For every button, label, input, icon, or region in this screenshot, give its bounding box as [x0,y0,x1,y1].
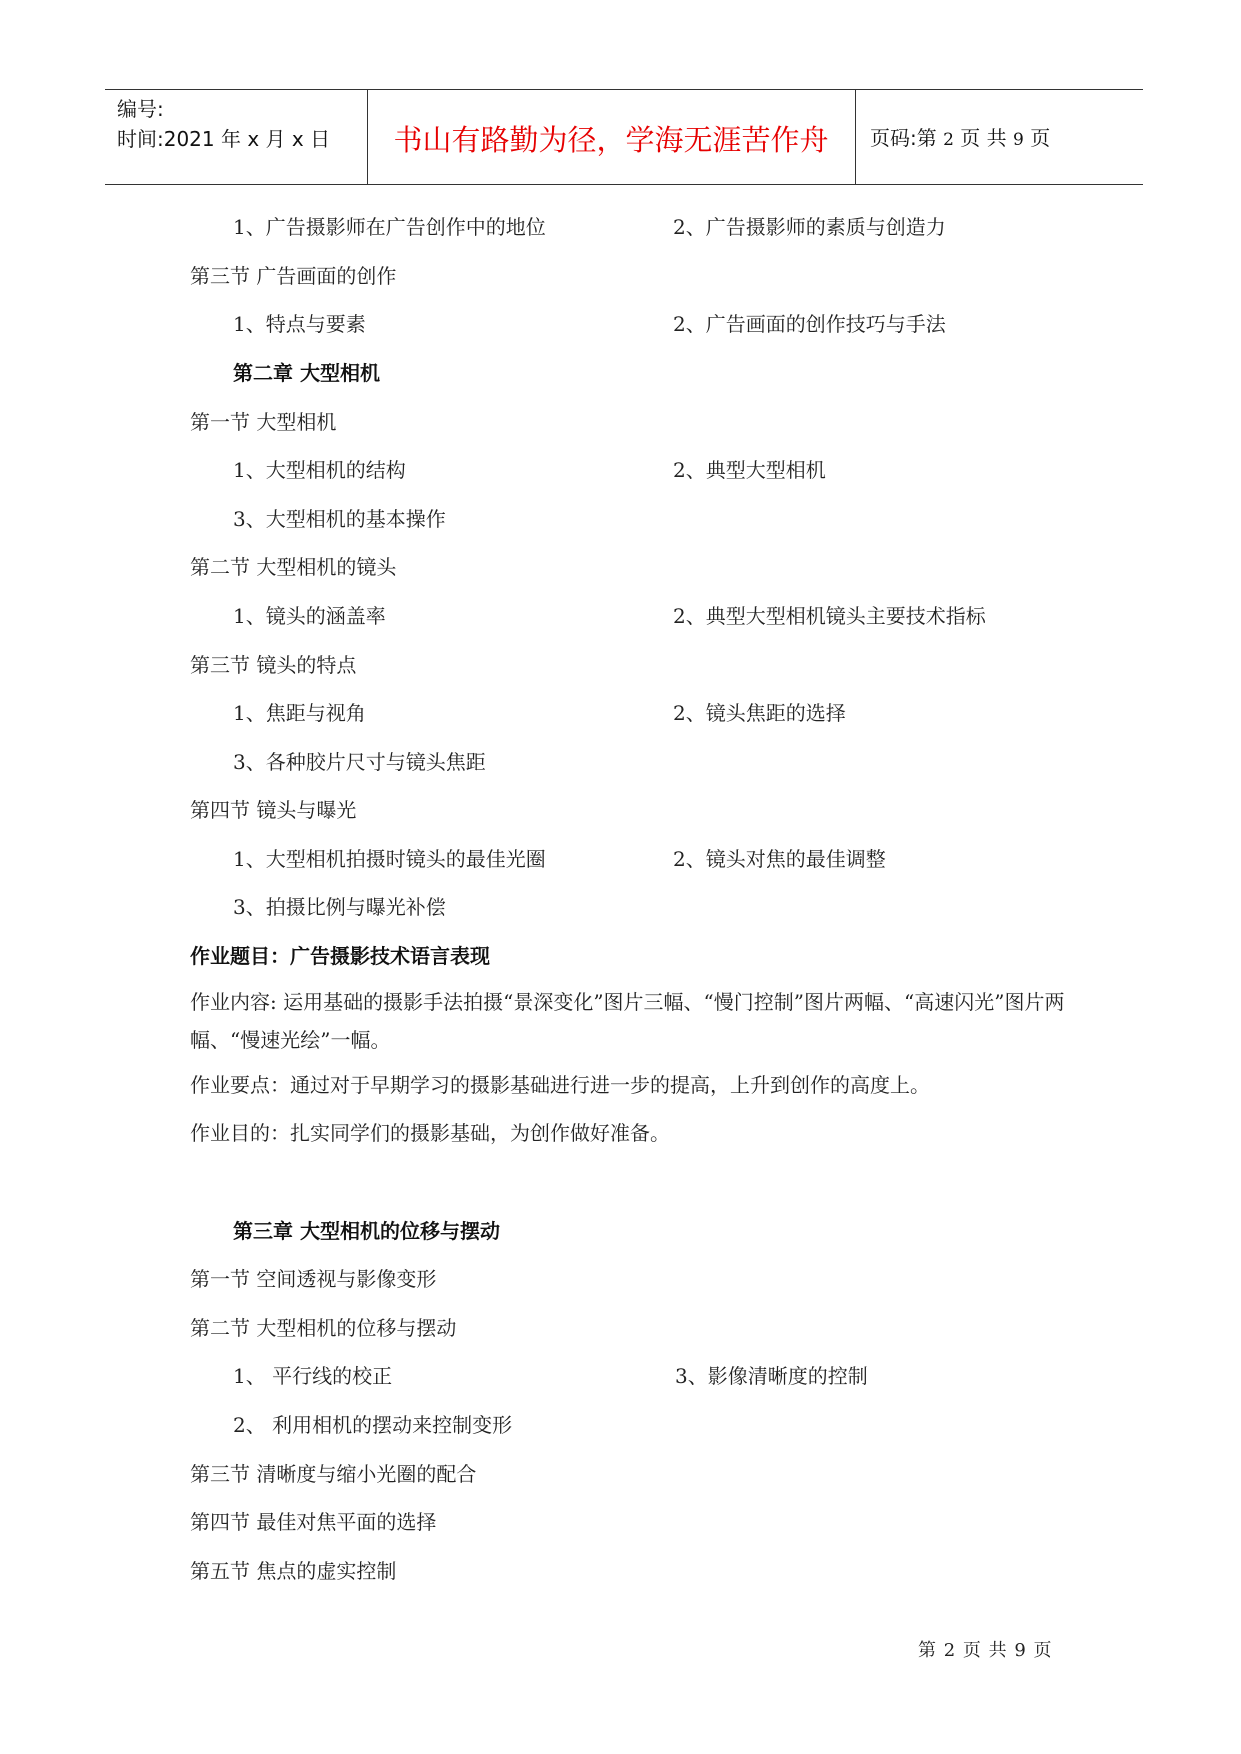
list-item: 2、 利用相机的摆动来控制变形 [233,1413,513,1437]
list-item: 2、典型大型相机镜头主要技术指标 [673,604,986,628]
page-footer: 第 2 页 共 9 页 [918,1640,1053,1661]
assignment-goal: 作业目的：扎实同学们的摄影基础，为创作做好准备。 [190,1121,670,1145]
section-heading: 第一节 空间透视与影像变形 [190,1267,437,1291]
assignment-keypoints: 作业要点：通过对于早期学习的摄影基础进行进一步的提高，上升到创作的高度上。 [190,1073,930,1097]
list-item: 2、镜头焦距的选择 [673,701,846,725]
chapter-heading: 第二章 大型相机 [233,361,380,385]
chapter-heading: 第三章 大型相机的位移与摆动 [233,1219,500,1243]
section-heading: 第四节 镜头与曝光 [190,798,357,822]
section-heading: 第二节 大型相机的位移与摆动 [190,1316,457,1340]
list-item: 3、大型相机的基本操作 [233,507,446,531]
header-page-number [870,122,1050,151]
list-item: 1、广告摄影师在广告创作中的地位 [233,215,546,239]
page-suffix: 页 [1023,126,1051,150]
list-item: 3、影像清晰度的控制 [675,1364,868,1388]
section-heading: 第一节 大型相机 [190,410,337,434]
list-item: 3、拍摄比例与曝光补偿 [233,895,446,919]
section-heading: 第三节 镜头的特点 [190,653,357,677]
page-middle: 页 共 [953,126,1014,150]
list-item: 3、各种胶片尺寸与镜头焦距 [233,750,486,774]
section-heading: 第三节 广告画面的创作 [190,264,397,288]
section-heading: 第五节 焦点的虚实控制 [190,1559,397,1583]
section-heading: 第四节 最佳对焦平面的选择 [190,1510,437,1534]
header-motto: 书山有路勤为径，学海无涯苦作舟 [393,123,829,157]
list-item: 2、广告摄影师的素质与创造力 [673,215,946,239]
list-item: 2、广告画面的创作技巧与手法 [673,312,946,336]
list-item: 1、特点与要素 [233,312,366,336]
list-item: 2、典型大型相机 [673,458,826,482]
header-meta [117,94,330,154]
assignment-content: 作业内容: 运用基础的摄影手法拍摄“景深变化”图片三幅、“慢门控制”图片两幅、“高速闪光”图片两幅、“慢速光绘”一幅。 [190,990,1065,1052]
section-heading: 第三节 清晰度与缩小光圈的配合 [190,1462,477,1486]
section-heading: 第二节 大型相机的镜头 [190,555,397,579]
page-total: 9 [1013,130,1024,150]
list-item: 2、镜头对焦的最佳调整 [673,847,886,871]
document-number-label: 编号: [117,97,164,121]
assignment-title: 作业题目：广告摄影技术语言表现 [190,944,490,968]
list-item: 1、大型相机的结构 [233,458,406,482]
page-prefix: 页码:第 [870,126,944,150]
page-current: 2 [943,130,954,150]
list-item: 1、 平行线的校正 [233,1364,393,1388]
list-item: 1、镜头的涵盖率 [233,604,386,628]
page-header [105,89,1143,185]
list-item: 1、焦距与视角 [233,701,366,725]
header-divider [855,90,856,184]
document-time-label: 时间:2021 年 x 月 x 日 [117,127,331,151]
list-item: 1、大型相机拍摄时镜头的最佳光圈 [233,847,546,871]
